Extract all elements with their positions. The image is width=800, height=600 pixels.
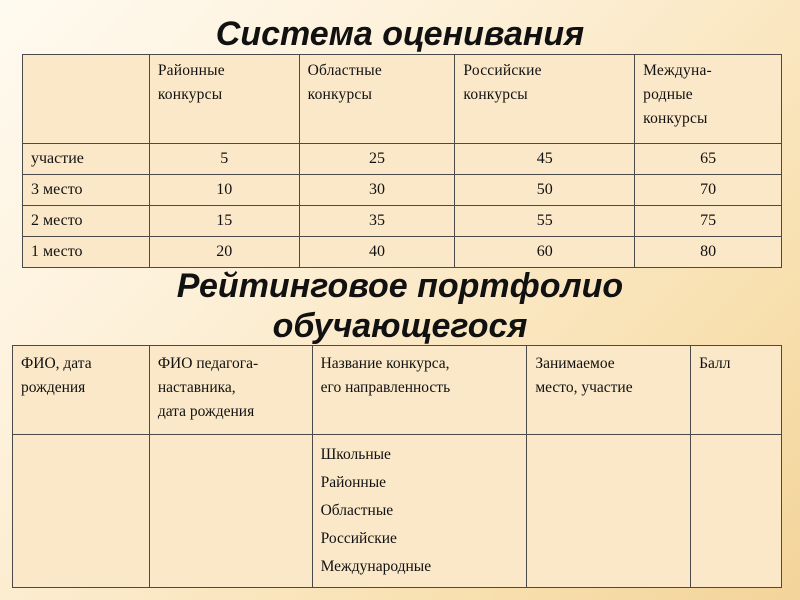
portfolio-header-contest: Название конкурса, его направленность — [312, 346, 527, 435]
portfolio-header-student: ФИО, дата рождения — [13, 346, 150, 435]
scoring-header-row — [23, 55, 782, 144]
score-cell: 5 — [149, 144, 299, 175]
portfolio-header-mentor: ФИО педагога- наставника, дата рождения — [149, 346, 312, 435]
score-cell: 15 — [149, 206, 299, 237]
score-cell: 60 — [455, 237, 635, 268]
table-row — [23, 206, 782, 237]
portfolio-table — [12, 345, 782, 588]
list-item: Российские — [320, 530, 397, 547]
scoring-header-regional: Областные конкурсы — [299, 55, 455, 144]
scoring-header-district: Районные конкурсы — [149, 55, 299, 144]
scale-title: Система оценивания — [215, 15, 585, 53]
list-item: Областные — [320, 502, 394, 519]
score-cell: 20 — [149, 237, 299, 268]
place-cell — [527, 435, 691, 588]
contest-level-list — [321, 441, 519, 581]
score-cell: 70 — [635, 175, 782, 206]
table-row — [23, 175, 782, 206]
scoring-header-russian: Российские конкурсы — [455, 55, 635, 144]
row-label: 2 место — [23, 206, 150, 237]
table-row — [23, 237, 782, 268]
list-item: Школьные — [320, 446, 391, 463]
score-cell — [691, 435, 782, 588]
scoring-table — [22, 54, 782, 268]
score-cell: 40 — [299, 237, 455, 268]
row-label: участие — [23, 144, 150, 175]
row-label: 3 место — [23, 175, 150, 206]
table-row — [23, 144, 782, 175]
contest-cell — [312, 435, 527, 588]
portfolio-header-place: Занимаемое место, участие — [527, 346, 691, 435]
score-cell: 45 — [455, 144, 635, 175]
table-row — [13, 435, 782, 588]
score-cell: 35 — [299, 206, 455, 237]
portfolio-title: Рейтинговое портфолио обучающегося — [176, 267, 624, 345]
portfolio-header-row — [13, 346, 782, 435]
score-cell: 10 — [149, 175, 299, 206]
student-cell — [13, 435, 150, 588]
score-cell: 80 — [635, 237, 782, 268]
scoring-header-international: Междуна- родные конкурсы — [635, 55, 782, 144]
score-cell: 75 — [635, 206, 782, 237]
score-cell: 55 — [455, 206, 635, 237]
portfolio-header-score: Балл — [691, 346, 782, 435]
score-cell: 25 — [299, 144, 455, 175]
mentor-cell — [149, 435, 312, 588]
score-cell: 30 — [299, 175, 455, 206]
score-cell: 50 — [455, 175, 635, 206]
row-label: 1 место — [23, 237, 150, 268]
scoring-header-empty — [23, 55, 150, 144]
score-cell: 65 — [635, 144, 782, 175]
list-item: Районные — [320, 474, 387, 491]
list-item: Международные — [320, 558, 432, 575]
